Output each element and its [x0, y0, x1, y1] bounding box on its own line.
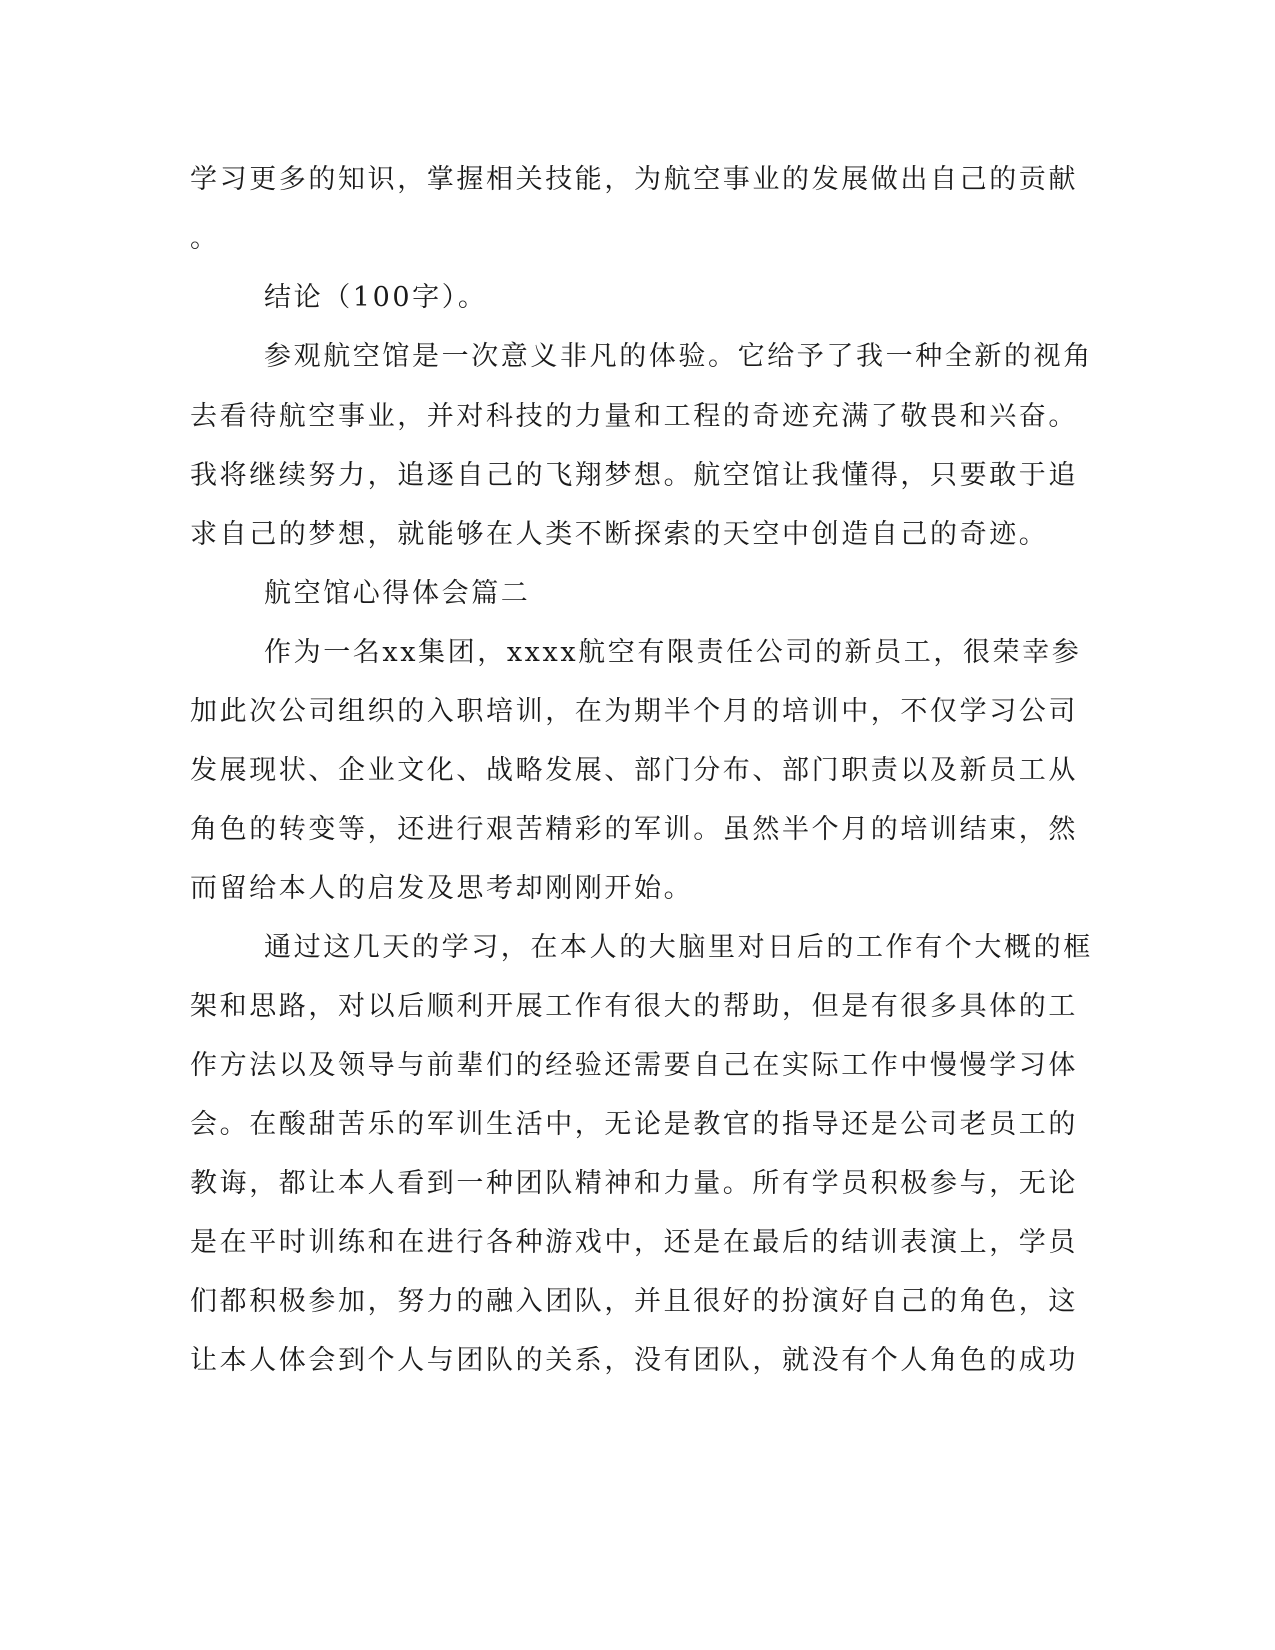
- paragraph-line: 求自己的梦想，就能够在人类不断探索的天空中创造自己的奇迹。: [190, 519, 1049, 550]
- paragraph-line: 们都积极参加，努力的融入团队，并且很好的扮演好自己的角色，这: [190, 1286, 1078, 1317]
- paragraph-line: 教诲，都让本人看到一种团队精神和力量。所有学员积极参与，无论: [190, 1168, 1078, 1199]
- paragraph-line: 角色的转变等，还进行艰苦精彩的军训。虽然半个月的培训结束，然: [190, 814, 1078, 845]
- paragraph-line: 是在平时训练和在进行各种游戏中，还是在最后的结训表演上，学员: [190, 1227, 1078, 1258]
- paragraph-line: 加此次公司组织的入职培训，在为期半个月的培训中，不仅学习公司: [190, 696, 1078, 727]
- paragraph-line: 架和思路，对以后顺利开展工作有很大的帮助，但是有很多具体的工: [190, 991, 1078, 1022]
- paragraph-line: 发展现状、企业文化、战略发展、部门分布、部门职责以及新员工从: [190, 755, 1078, 786]
- section-heading: 航空馆心得体会篇二: [264, 578, 531, 609]
- paragraph-line: 通过这几天的学习，在本人的大脑里对日后的工作有个大概的框: [264, 932, 1093, 963]
- paragraph-line: 会。在酸甜苦乐的军训生活中，无论是教官的指导还是公司老员工的: [190, 1109, 1078, 1140]
- paragraph-line: 结论（100字）。: [264, 282, 488, 313]
- paragraph-line: 去看待航空事业，并对科技的力量和工程的奇迹充满了敬畏和兴奋。: [190, 401, 1078, 432]
- paragraph-line: 。: [190, 223, 220, 254]
- paragraph-line: 作为一名xx集团，xxxx航空有限责任公司的新员工，很荣幸参: [264, 637, 1082, 668]
- paragraph-line: 而留给本人的启发及思考却刚刚开始。: [190, 873, 694, 904]
- paragraph-line: 参观航空馆是一次意义非凡的体验。它给予了我一种全新的视角: [264, 341, 1093, 372]
- paragraph-line: 作方法以及领导与前辈们的经验还需要自己在实际工作中慢慢学习体: [190, 1050, 1078, 1081]
- paragraph-line: 学习更多的知识，掌握相关技能，为航空事业的发展做出自己的贡献: [190, 164, 1078, 195]
- paragraph-line: 我将继续努力，追逐自己的飞翔梦想。航空馆让我懂得，只要敢于追: [190, 460, 1078, 491]
- paragraph-line: 让本人体会到个人与团队的关系，没有团队，就没有个人角色的成功: [190, 1345, 1078, 1376]
